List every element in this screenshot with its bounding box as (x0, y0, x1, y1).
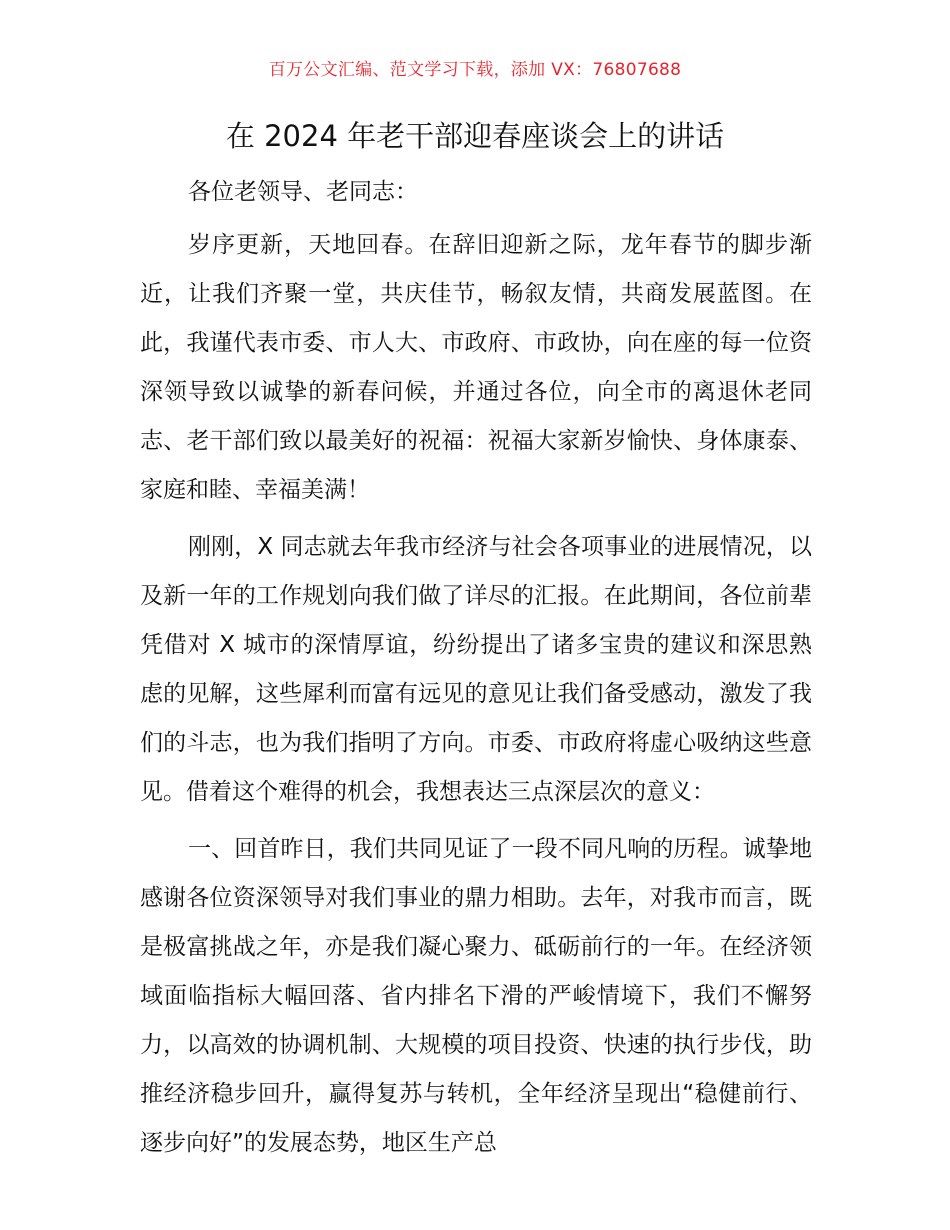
document-body (140, 168, 812, 1176)
paragraph-3: 一、回首昨日，我们共同见证了一段不同凡响的历程。诚挚地感谢各位资深领导对我们事业的鼎力相助。去年，对我市而言，既是极富挑战之年，亦是我们凝心聚力、砥砺前行的一年。在经济领域面临指标大幅回落、省内排名下滑的严峻情境下，我们不懈努力，以高效的协调机制、大规模的项目投资、快速的执行步伐，助推经济稳步回升，赢得复苏与转机，全年经济呈现出“稳健前行、逐步向好”的发展态势，地区生产总 (140, 836, 812, 1156)
paragraph-2: 刚刚，X 同志就去年我市经济与社会各项事业的进展情况，以及新一年的工作规划向我们做了详尽的汇报。在此期间，各位前辈凭借对 X 城市的深情厚谊，纷纷提出了诸多宝贵的建议和深思熟虑的见解，这些犀利而富有远见的意见让我们备受感动，激发了我们的斗志，也为我们指明了方向。市委、市政府将虚心吸纳这些意见。借着这个难得的机会，我想表达三点深层次的意义： (140, 534, 812, 805)
paragraph-1: 岁序更新，天地回春。在辞旧迎新之际，龙年春节的脚步渐近，让我们齐聚一堂，共庆佳节，畅叙友情，共商发展蓝图。在此，我谨代表市委、市人大、市政府、市政协，向在座的每一位资深领导致以诚挚的新春问候，并通过各位，向全市的离退休老同志、老干部们致以最美好的祝福：祝福大家新岁愉快、身体康泰、家庭和睦、幸福美满！ (140, 232, 812, 503)
document-title: 在 2024 年老干部迎春座谈会上的讲话 (225, 119, 725, 153)
watermark-banner: 百万公文汇编、范文学习下载，添加 VX：76807688 (268, 60, 682, 80)
greeting-line: 各位老领导、老同志： (188, 179, 418, 205)
